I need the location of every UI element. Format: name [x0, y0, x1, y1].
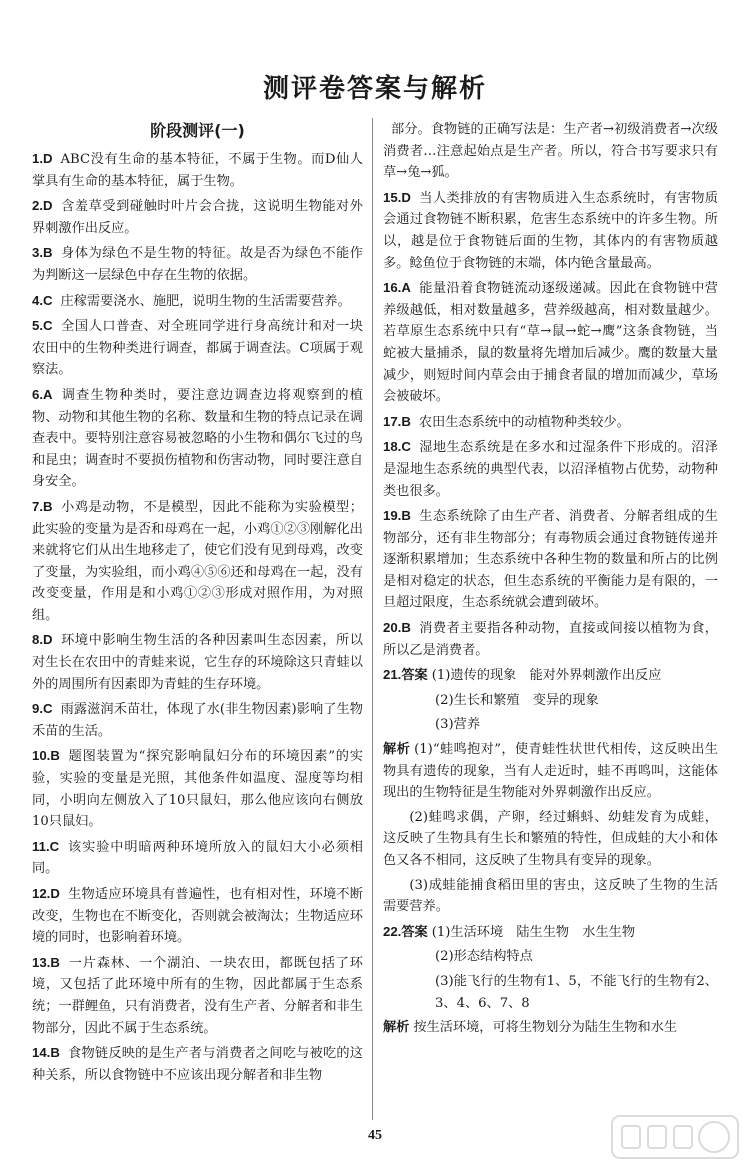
column-divider — [372, 118, 373, 1120]
answer-text: 生态系统除了由生产者、消费者、分解者组成的生物部分，还有非生物部分；有毒物质会通过食物链传递并逐渐积累增加；生态系统中各种生物的数量和所占的比例是相对稳定的状态，但生态系统的平衡能力是有限的，一旦超过限度，生态系统就会遭到破坏。 — [383, 509, 718, 611]
answer-item — [383, 411, 718, 434]
answer-number: 11.C — [32, 838, 60, 854]
answer-number: 12.D — [32, 886, 60, 901]
answer-number: 19.B — [383, 508, 411, 524]
answer-text: 生物适应环境具有普遍性，也有相对性，环境不断改变，生物也在不断变化，否则就会被淘汰；生物适应环境的同时，也影响着环境。 — [32, 887, 363, 946]
left-answer-list — [32, 148, 363, 1086]
answer-text: 能量沿着食物链流动逐级递减。因此在食物链中营养级越低，相对数量越多，营养级越高，相对数量越少。若草原生态系统中只有“草→鼠→蛇→鹰”这条食物链，当蛇被大量捕杀，鼠的数量将先增加后减少。鹰的数量大量减少，则短时间内草会由于捕食者鼠的增加而减少，草场会被破坏。 — [383, 281, 718, 405]
answer-text: 一片森林、一个湖泊、一块农田，都既包括了环境，又包括了此环境中所有的生物，因此都属于生态系统；一群鲤鱼，只有消费者，没有生产者、分解者和非生物部分，因此不属于生态系统。 — [32, 955, 363, 1036]
answer-item — [32, 242, 363, 286]
answer-item — [32, 1042, 363, 1086]
answer-text: 庄稼需要浇水、施肥，说明生物的生活需要营养。 — [60, 293, 351, 309]
answer-text: 农田生态系统中的动植物种类较少。 — [418, 414, 630, 430]
answer-item — [32, 698, 363, 742]
answer-text: 部分。食物链的正确写法是：生产者→初级消费者→次级消费者…注意起始点是生产者。所以，符合书写要求只有草→兔→狐。 — [383, 122, 718, 181]
question-22-explanation-1: 解析 按生活环境，可将生物划分为陆生生物和水生 — [383, 1020, 678, 1036]
answer-item — [32, 629, 363, 695]
answer-item — [32, 883, 363, 949]
answer-item — [32, 496, 363, 627]
answer-number: 8.D — [32, 632, 53, 648]
answer-item — [32, 290, 363, 313]
answer-text: 身体为绿色不是生物的特征。故是否为绿色不能作为判断这一层绿色中存在生物的依据。 — [32, 246, 363, 283]
answer-number: 1.D — [32, 151, 53, 166]
answer-item — [32, 745, 363, 832]
answer-number: 14.B — [32, 1045, 60, 1061]
answer-item — [32, 148, 363, 192]
question-22-answer-3: (3)能飞行的生物有1、5，不能飞行的生物有2、3、4、6、7、8 — [435, 973, 718, 1011]
answer-number: 6.A — [32, 386, 53, 402]
question-22-answer-2: (2)形态结构特点 — [435, 949, 533, 965]
answer-number: 20.B — [383, 620, 411, 636]
answer-number: 5.C — [32, 318, 53, 334]
right-answer-list — [383, 118, 718, 661]
question-21-explanation-2: (2)蛙鸣求偶，产卵，经过蝌蚪、幼蛙发育为成蛙，这反映了生物具有生长和繁殖的特性，但成蛙的大小和体色又各不相同，这反映了生物具有变异的现象。 — [383, 809, 718, 868]
left-column — [32, 118, 363, 1089]
answer-text: 含羞草受到碰触时叶片会合拢，这说明生物能对外界刺激作出反应。 — [32, 199, 363, 236]
answer-number: 10.B — [32, 748, 60, 764]
question-21-explanation-1: 解析 (1)“蛙鸣抱对”，使青蛙性状世代相传，这反映出生物具有遗传的现象，当有人走近时，蛙不再鸣叫，这能体现出的生物特征是生物能对外界刺激作出反应。 — [383, 742, 718, 801]
answer-text: 全国人口普查、对全班同学进行身高统计和对一块农田中的生物种类进行调查，都属于调查法。C项属于观察法。 — [32, 319, 363, 378]
answer-number: 2.D — [32, 198, 53, 214]
page-number: 45 — [368, 1128, 382, 1143]
question-21-explanation-3: (3)成蛙能捕食稻田里的害虫，这反映了生物的生活需要营养。 — [383, 877, 718, 915]
question-21-answer: 21.答案 (1)遗传的现象 能对外界刺激作出反应 — [383, 667, 662, 684]
answer-number: 15.D — [383, 189, 411, 205]
answer-text: 该实验中明暗两种环境所放入的鼠妇大小必须相同。 — [32, 839, 363, 877]
answer-text: 小鸡是动物，不是模型，因此不能称为实验模型；此实验的变量为是否和母鸡在一起，小鸡①②③刚解化出来就将它们从出生地移走了，使它们没有见到母鸡，改变了变量，为实验组，而小鸡④⑤⑥还和母鸡在一起，没有改变变量，作用是和小鸡①②③形成对照作用，为对照组。 — [32, 499, 363, 623]
answer-number: 7.B — [32, 498, 53, 514]
answer-number: 16.A — [383, 280, 411, 296]
answer-item — [383, 277, 718, 408]
answer-item — [32, 836, 363, 880]
answer-text: 题图装置为“探究影响鼠妇分布的环境因素”的实验，实验的变量是光照，其他条件如温度、湿度等均相同，小明向左侧放入了10只鼠妇，那么他应该向右侧放10只鼠妇。 — [32, 749, 363, 830]
answer-item — [383, 505, 718, 614]
answer-number: 17.B — [383, 413, 411, 429]
answer-text: 当人类排放的有害物质进入生态系统时，有害物质会通过食物链不断积累，危害生态系统中的许多生物。所以，越是位于食物链后面的生物，其体内的有害物质越多。鲶鱼位于食物链的末端，体内铯含量最高。 — [383, 190, 718, 271]
answer-item — [383, 617, 718, 661]
answer-item — [32, 195, 363, 239]
answer-text: 环境中影响生物生活的各种因素叫生态因素，所以对生长在农田中的青蛙来说，它生存的环境除这只青蛙以外的周围所有因素即为青蛙的生存环境。 — [32, 633, 363, 692]
answer-text: 湿地生态系统是在多水和过湿条件下形成的。沼泽是湿地生态系统的典型代表，以沼泽植物占优势，动物种类也很多。 — [383, 440, 718, 499]
answer-item — [32, 384, 363, 493]
question-21-answer-3: (3)营养 — [435, 717, 481, 733]
answer-text: 食物链反映的是生产者与消费者之间吃与被吃的这种关系，所以食物链中不应该出现分解者和非生物 — [32, 1046, 363, 1083]
question-21-answer-2: (2)生长和繁殖 变异的现象 — [435, 692, 599, 708]
section-title: 阶段测评(一) — [150, 121, 245, 140]
answer-text: 消费者主要指各种动物，直接或间接以植物为食，所以乙是消费者。 — [383, 621, 718, 658]
answer-item — [32, 952, 363, 1039]
answer-number: 3.B — [32, 245, 53, 261]
answer-number: 4.C — [32, 292, 53, 308]
answer-text: ABC没有生命的基本特征，不属于生物。而D仙人掌具有生命的基本特征，属于生物。 — [32, 152, 363, 189]
answer-text: 雨露滋润禾苗壮，体现了水(非生物因素)影响了生物禾苗的生活。 — [32, 702, 363, 739]
page-title: 测评卷答案与解析 — [262, 74, 487, 104]
answer-text: 调查生物种类时，要注意边调查边将观察到的植物、动物和其他生物的名称、数量和生物的特点记录在调查表中。要特别注意容易被忽略的小生物和偶尔飞过的鸟和昆虫；调查时不要损伤植物和伤害动物，同时要注意自身安全。 — [32, 387, 363, 490]
answer-number: 9.C — [32, 701, 53, 717]
watermark-logo — [610, 1114, 740, 1160]
answer-item — [32, 315, 363, 381]
answer-number: 13.B — [32, 954, 60, 970]
answer-number: 18.C — [383, 439, 411, 455]
answer-item — [383, 118, 718, 184]
question-22-answer: 22.答案 (1)生活环境 陆生生物 水生生物 — [383, 923, 636, 940]
right-column — [383, 118, 718, 1042]
answer-item — [383, 436, 718, 502]
answer-item — [383, 187, 718, 274]
